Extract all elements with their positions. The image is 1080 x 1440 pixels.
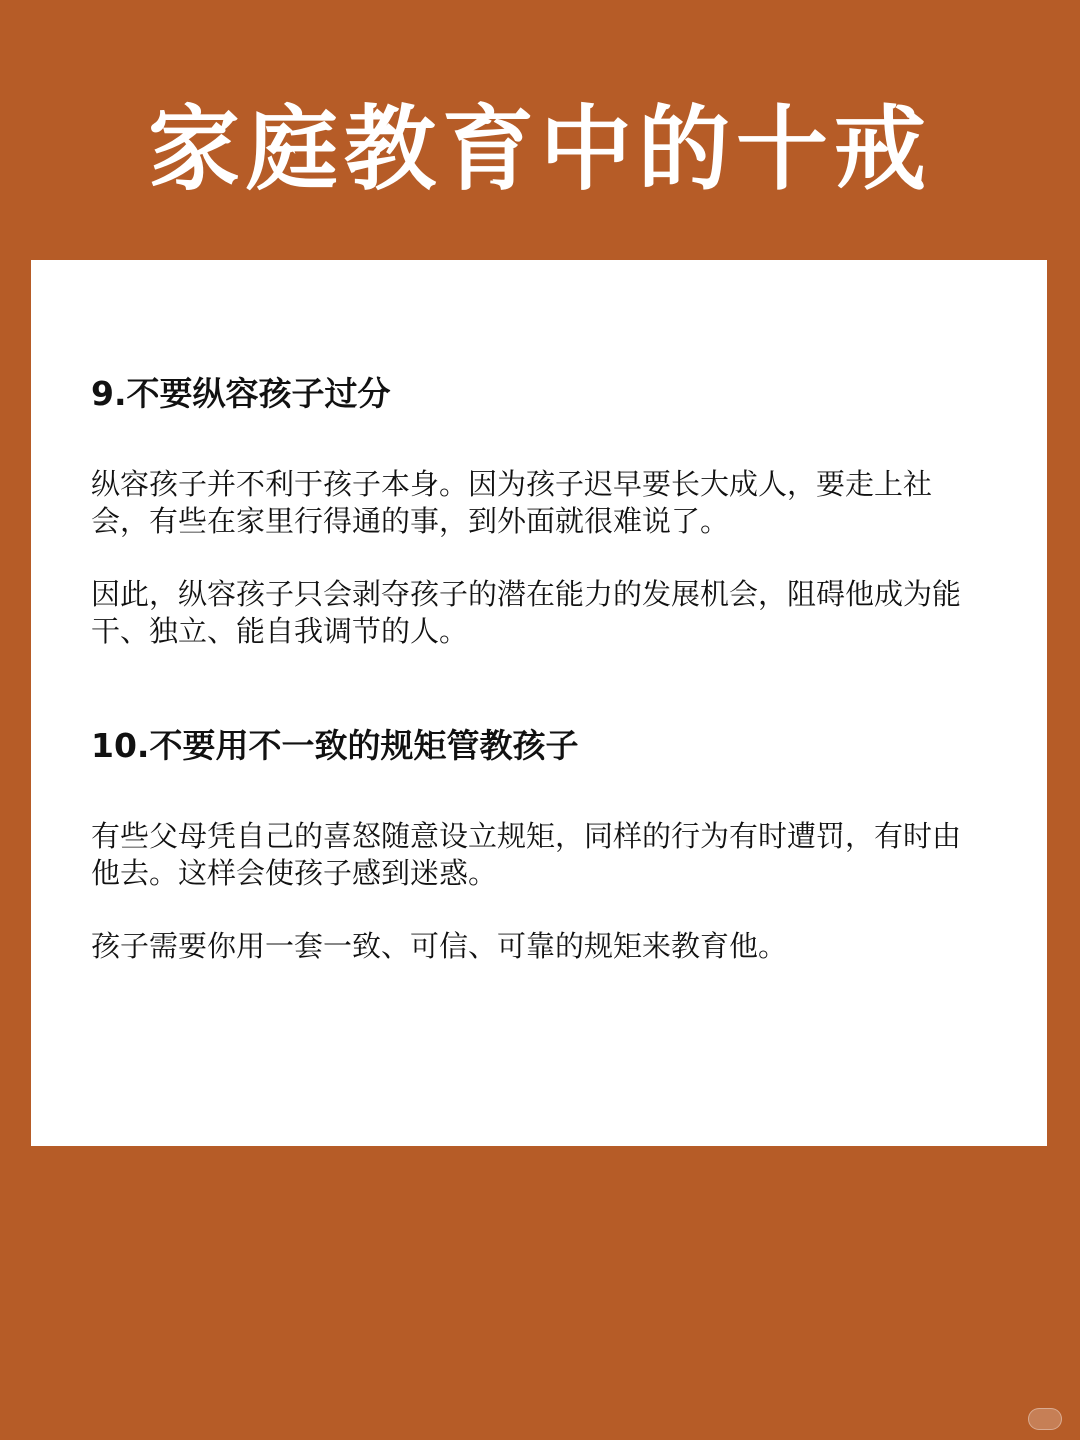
- section-paragraph: 有些父母凭自己的喜怒随意设立规矩，同样的行为有时遭罚，有时由他去。这样会使孩子感到迷惑。: [91, 819, 962, 890]
- watermark-logo: [1028, 1408, 1062, 1430]
- page-title: 家庭教育中的十戒: [147, 96, 932, 203]
- content-card: [31, 260, 1047, 1146]
- section-paragraph: 纵容孩子并不利于孩子本身。因为孩子迟早要长大成人，要走上社会，有些在家里行得通的事，到外面就很难说了。: [91, 467, 933, 538]
- section-paragraph: 孩子需要你用一套一致、可信、可靠的规矩来教育他。: [91, 929, 788, 963]
- section-paragraph: 因此，纵容孩子只会剥夺孩子的潜在能力的发展机会，阻碍他成为能干、独立、能自我调节的人。: [91, 577, 962, 648]
- section-heading: 10.不要用不一致的规矩管教孩子: [91, 726, 579, 765]
- section-heading: 9.不要纵容孩子过分: [91, 374, 391, 413]
